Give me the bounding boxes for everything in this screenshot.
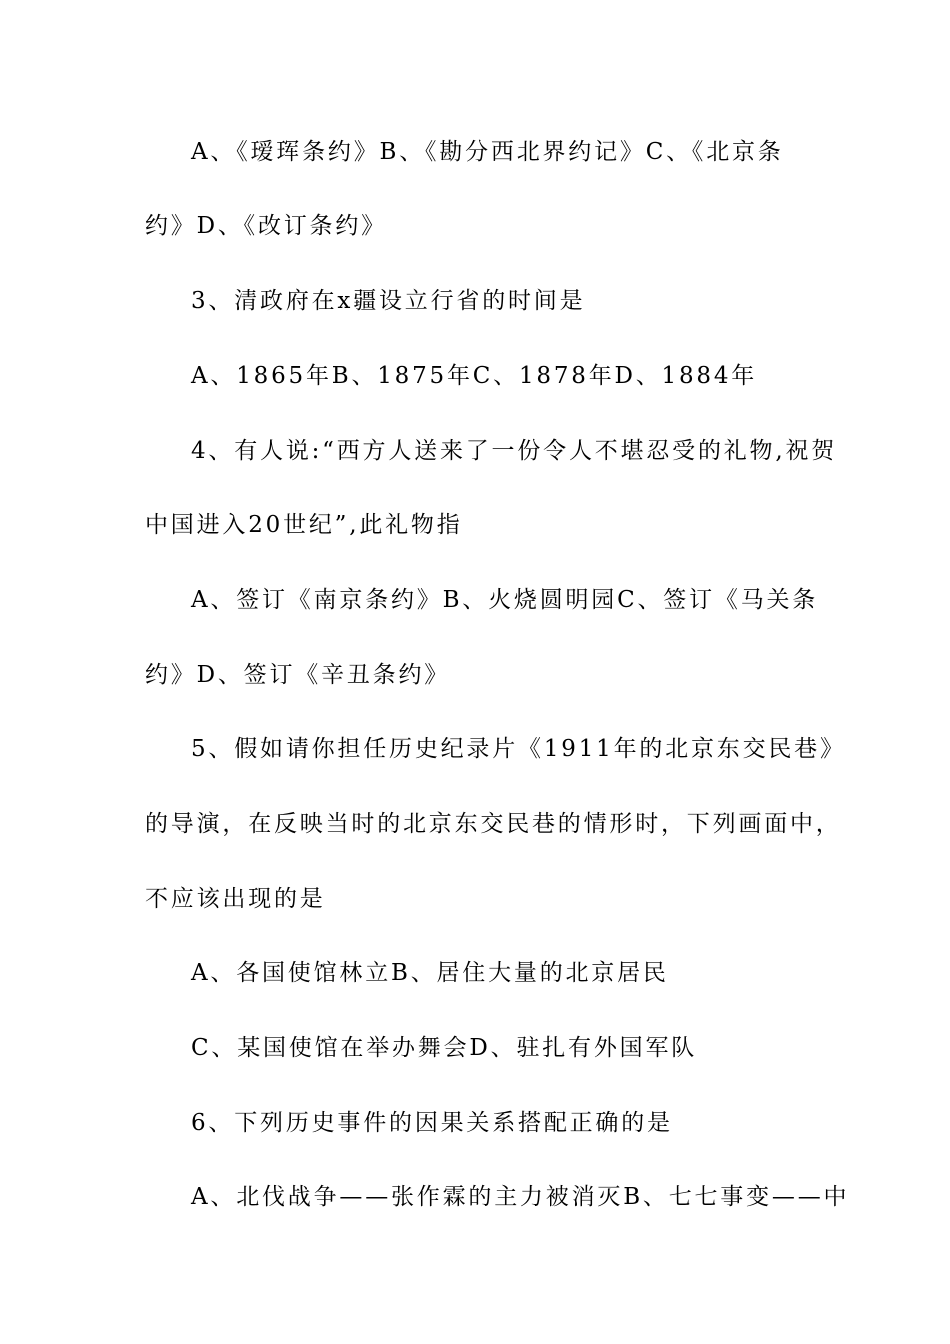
q4-question-line-1: 4、有人说:“西方人送来了一份令人不堪忍受的礼物,祝贺 xyxy=(191,438,838,464)
q6-question: 6、下列历史事件的因果关系搭配正确的是 xyxy=(191,1110,673,1136)
q3-options: A、1865年B、1875年C、1878年D、1884年 xyxy=(191,363,758,389)
q5-question-line-1: 5、假如请你担任历史纪录片《1911年的北京东交民巷》 xyxy=(191,736,846,762)
q3-question: 3、清政府在x疆设立行省的时间是 xyxy=(191,288,586,314)
q4-options-line-1: A、签订《南京条约》B、火烧圆明园C、签订《马关条 xyxy=(191,587,819,613)
q4-options-line-2: 约》D、签订《辛丑条约》 xyxy=(145,662,451,688)
q5-options-line-2: C、某国使馆在举办舞会D、驻扎有外国军队 xyxy=(191,1035,698,1061)
q5-question-line-2: 的导演，在反映当时的北京东交民巷的情形时，下列画面中， xyxy=(145,811,842,837)
q5-question-line-3: 不应该出现的是 xyxy=(145,886,326,912)
q4-question-line-2: 中国进入20世纪”,此礼物指 xyxy=(145,512,463,538)
q5-options-line-1: A、各国使馆林立B、居住大量的北京居民 xyxy=(191,960,669,986)
q6-options-line-1: A、北伐战争——张作霖的主力被消灭B、七七事变——中 xyxy=(191,1184,850,1210)
q2-options-line-1: A、《瑷珲条约》B、《勘分西北界约记》C、《北京条 xyxy=(191,139,784,165)
q2-options-line-2: 约》D、《改订条约》 xyxy=(145,213,387,239)
